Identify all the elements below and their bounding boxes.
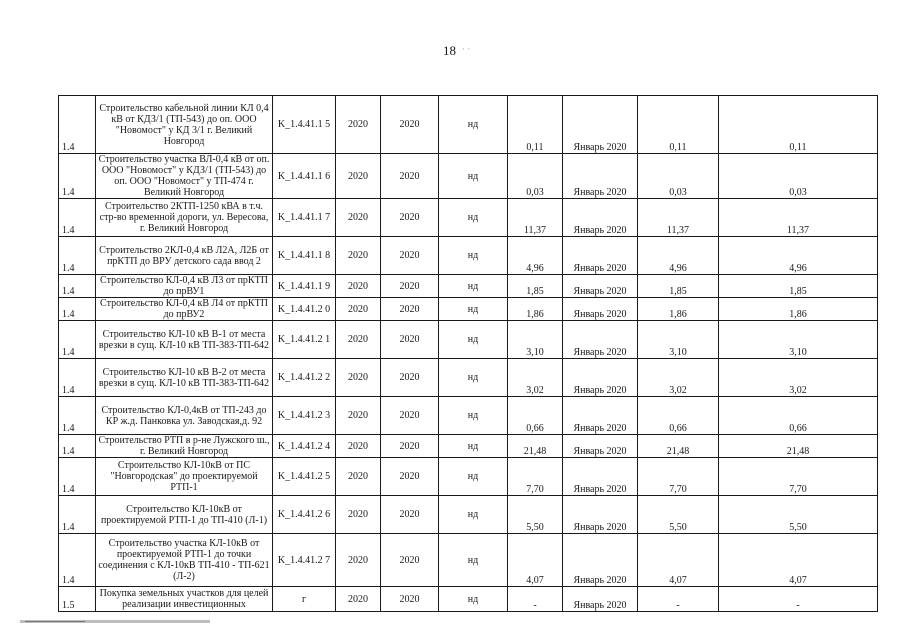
nd-cell: нд xyxy=(439,534,508,587)
table-body xyxy=(59,96,878,612)
project-code-cell: K_1.4.41.1 9 xyxy=(273,275,336,298)
footer-rule-dark xyxy=(25,621,85,622)
value2-cell: 1,85 xyxy=(638,275,719,298)
table-row xyxy=(59,298,878,321)
start-year-cell: 2020 xyxy=(336,298,381,321)
value2-cell: 5,50 xyxy=(638,496,719,534)
table-row xyxy=(59,237,878,275)
project-name-cell: Покупка земельных участков для целей реализации инвестиционных xyxy=(96,587,273,612)
value2-cell: 7,70 xyxy=(638,458,719,496)
value1-cell: 1,85 xyxy=(508,275,563,298)
start-year-cell: 2020 xyxy=(336,96,381,154)
month-cell: Январь 2020 xyxy=(563,275,638,298)
value3-cell: 0,11 xyxy=(719,96,878,154)
value3-cell: 4,96 xyxy=(719,237,878,275)
start-year-cell: 2020 xyxy=(336,199,381,237)
value1-cell: 3,02 xyxy=(508,359,563,397)
table-row xyxy=(59,154,878,199)
start-year-cell: 2020 xyxy=(336,435,381,458)
project-code-cell: K_1.4.41.2 7 xyxy=(273,534,336,587)
value1-cell: 0,11 xyxy=(508,96,563,154)
row-number-cell: 1.4 xyxy=(59,321,96,359)
value1-cell: 4,96 xyxy=(508,237,563,275)
table-row xyxy=(59,96,878,154)
project-name-cell: Строительство КЛ-0,4кВ от ТП-243 до КР ж.д. Панковка ул. Заводская,д. 92 xyxy=(96,397,273,435)
value3-cell: 1,86 xyxy=(719,298,878,321)
nd-cell: нд xyxy=(439,359,508,397)
value3-cell: 0,03 xyxy=(719,154,878,199)
nd-cell: нд xyxy=(439,321,508,359)
project-name-cell: Строительство КЛ-10кВ от проектируемой РТП-1 до ТП-410 (Л-1) xyxy=(96,496,273,534)
row-number-cell: 1.4 xyxy=(59,359,96,397)
start-year-cell: 2020 xyxy=(336,534,381,587)
row-number-cell: 1.4 xyxy=(59,154,96,199)
end-year-cell: 2020 xyxy=(381,298,439,321)
table-row xyxy=(59,397,878,435)
nd-cell: нд xyxy=(439,435,508,458)
nd-cell: нд xyxy=(439,298,508,321)
value1-cell: 5,50 xyxy=(508,496,563,534)
month-cell: Январь 2020 xyxy=(563,237,638,275)
value1-cell: 3,10 xyxy=(508,321,563,359)
nd-cell: нд xyxy=(439,275,508,298)
start-year-cell: 2020 xyxy=(336,496,381,534)
nd-cell: нд xyxy=(439,96,508,154)
start-year-cell: 2020 xyxy=(336,587,381,612)
value3-cell: 11,37 xyxy=(719,199,878,237)
start-year-cell: 2020 xyxy=(336,275,381,298)
start-year-cell: 2020 xyxy=(336,458,381,496)
value2-cell: 11,37 xyxy=(638,199,719,237)
project-code-cell: K_1.4.41.1 7 xyxy=(273,199,336,237)
nd-cell: нд xyxy=(439,237,508,275)
end-year-cell: 2020 xyxy=(381,237,439,275)
end-year-cell: 2020 xyxy=(381,496,439,534)
row-number-cell: 1.4 xyxy=(59,275,96,298)
project-code-cell: K_1.4.41.1 5 xyxy=(273,96,336,154)
start-year-cell: 2020 xyxy=(336,321,381,359)
month-cell: Январь 2020 xyxy=(563,458,638,496)
row-number-cell: 1.4 xyxy=(59,397,96,435)
value1-cell: 0,03 xyxy=(508,154,563,199)
row-number-cell: 1.4 xyxy=(59,435,96,458)
investment-table xyxy=(58,95,878,612)
nd-cell: нд xyxy=(439,496,508,534)
month-cell: Январь 2020 xyxy=(563,199,638,237)
nd-cell: нд xyxy=(439,154,508,199)
table-row xyxy=(59,199,878,237)
row-number-cell: 1.4 xyxy=(59,237,96,275)
month-cell: Январь 2020 xyxy=(563,587,638,612)
value3-cell: 21,48 xyxy=(719,435,878,458)
project-name-cell: Строительство 2КТП-1250 кВА в т.ч. стр-во временной дороги, ул. Вересова, г. Великий Новгород xyxy=(96,199,273,237)
project-code-cell: г xyxy=(273,587,336,612)
value3-cell: 1,85 xyxy=(719,275,878,298)
row-number-cell: 1.4 xyxy=(59,199,96,237)
month-cell: Январь 2020 xyxy=(563,321,638,359)
value1-cell: 11,37 xyxy=(508,199,563,237)
value1-cell: 21,48 xyxy=(508,435,563,458)
project-code-cell: K_1.4.41.2 0 xyxy=(273,298,336,321)
project-code-cell: K_1.4.41.1 8 xyxy=(273,237,336,275)
month-cell: Январь 2020 xyxy=(563,359,638,397)
value1-cell: 1,86 xyxy=(508,298,563,321)
month-cell: Январь 2020 xyxy=(563,96,638,154)
table-row xyxy=(59,275,878,298)
row-number-cell: 1.4 xyxy=(59,96,96,154)
end-year-cell: 2020 xyxy=(381,534,439,587)
row-number-cell: 1.5 xyxy=(59,587,96,612)
project-code-cell: K_1.4.41.2 3 xyxy=(273,397,336,435)
nd-cell: нд xyxy=(439,587,508,612)
nd-cell: нд xyxy=(439,397,508,435)
month-cell: Январь 2020 xyxy=(563,298,638,321)
table-row xyxy=(59,458,878,496)
value2-cell: 0,66 xyxy=(638,397,719,435)
month-cell: Январь 2020 xyxy=(563,435,638,458)
value3-cell: - xyxy=(719,587,878,612)
project-name-cell: Строительство участка ВЛ-0,4 кВ от оп. ООО "Новомост" у КДЗ/1 (ТП-543) до оп. ООО "Новомост" у ТП-474 г. Великий Новгород xyxy=(96,154,273,199)
value3-cell: 3,10 xyxy=(719,321,878,359)
value2-cell: 1,86 xyxy=(638,298,719,321)
project-name-cell: Строительство КЛ-10кВ от ПС "Новгородская" до проектируемой РТП-1 xyxy=(96,458,273,496)
value3-cell: 3,02 xyxy=(719,359,878,397)
month-cell: Январь 2020 xyxy=(563,154,638,199)
end-year-cell: 2020 xyxy=(381,435,439,458)
month-cell: Январь 2020 xyxy=(563,397,638,435)
project-name-cell: Строительство РТП в р-не Лужского ш., г. Великий Новгород xyxy=(96,435,273,458)
project-name-cell: Строительство КЛ-0,4 кВ Л3 от прКТП до прВУ1 xyxy=(96,275,273,298)
month-cell: Январь 2020 xyxy=(563,496,638,534)
table-row xyxy=(59,435,878,458)
end-year-cell: 2020 xyxy=(381,359,439,397)
table-row xyxy=(59,496,878,534)
row-number-cell: 1.4 xyxy=(59,298,96,321)
month-cell: Январь 2020 xyxy=(563,534,638,587)
project-code-cell: K_1.4.41.2 2 xyxy=(273,359,336,397)
end-year-cell: 2020 xyxy=(381,587,439,612)
table-row xyxy=(59,359,878,397)
value2-cell: 4,96 xyxy=(638,237,719,275)
project-code-cell: K_1.4.41.2 4 xyxy=(273,435,336,458)
page-number: 18 xyxy=(443,43,456,58)
project-name-cell: Строительство кабельной линии КЛ 0,4 кВ от КДЗ/1 (ТП-543) до оп. ООО "Новомост" у КД 3/1 г. Великий Новгород xyxy=(96,96,273,154)
end-year-cell: 2020 xyxy=(381,96,439,154)
end-year-cell: 2020 xyxy=(381,321,439,359)
value2-cell: 3,10 xyxy=(638,321,719,359)
end-year-cell: 2020 xyxy=(381,199,439,237)
project-name-cell: Строительство 2КЛ-0,4 кВ Л2А, Л2Б от прКТП до ВРУ детского сада ввод 2 xyxy=(96,237,273,275)
project-name-cell: Строительство КЛ-10 кВ В-1 от места врезки в сущ. КЛ-10 кВ ТП-383-ТП-642 xyxy=(96,321,273,359)
value1-cell: 7,70 xyxy=(508,458,563,496)
project-code-cell: K_1.4.41.2 6 xyxy=(273,496,336,534)
table-row xyxy=(59,534,878,587)
project-name-cell: Строительство участка КЛ-10кВ от проектируемой РТП-1 до точки соединения с КЛ-10кВ ТП-410 - ТП-621 (Л-2) xyxy=(96,534,273,587)
value2-cell: 4,07 xyxy=(638,534,719,587)
project-code-cell: K_1.4.41.2 1 xyxy=(273,321,336,359)
page-number-decoration: · · xyxy=(462,44,471,54)
nd-cell: нд xyxy=(439,199,508,237)
project-code-cell: K_1.4.41.1 6 xyxy=(273,154,336,199)
start-year-cell: 2020 xyxy=(336,359,381,397)
value3-cell: 7,70 xyxy=(719,458,878,496)
start-year-cell: 2020 xyxy=(336,154,381,199)
nd-cell: нд xyxy=(439,458,508,496)
project-code-cell: K_1.4.41.2 5 xyxy=(273,458,336,496)
project-name-cell: Строительство КЛ-0,4 кВ Л4 от прКТП до прВУ2 xyxy=(96,298,273,321)
value3-cell: 5,50 xyxy=(719,496,878,534)
row-number-cell: 1.4 xyxy=(59,534,96,587)
row-number-cell: 1.4 xyxy=(59,496,96,534)
end-year-cell: 2020 xyxy=(381,458,439,496)
table-row xyxy=(59,321,878,359)
value3-cell: 0,66 xyxy=(719,397,878,435)
value2-cell: - xyxy=(638,587,719,612)
value2-cell: 0,11 xyxy=(638,96,719,154)
end-year-cell: 2020 xyxy=(381,154,439,199)
project-name-cell: Строительство КЛ-10 кВ В-2 от места врезки в сущ. КЛ-10 кВ ТП-383-ТП-642 xyxy=(96,359,273,397)
row-number-cell: 1.4 xyxy=(59,458,96,496)
end-year-cell: 2020 xyxy=(381,397,439,435)
value3-cell: 4,07 xyxy=(719,534,878,587)
table-row xyxy=(59,587,878,612)
value2-cell: 3,02 xyxy=(638,359,719,397)
value1-cell: - xyxy=(508,587,563,612)
value2-cell: 0,03 xyxy=(638,154,719,199)
value1-cell: 0,66 xyxy=(508,397,563,435)
start-year-cell: 2020 xyxy=(336,397,381,435)
value1-cell: 4,07 xyxy=(508,534,563,587)
start-year-cell: 2020 xyxy=(336,237,381,275)
end-year-cell: 2020 xyxy=(381,275,439,298)
value2-cell: 21,48 xyxy=(638,435,719,458)
